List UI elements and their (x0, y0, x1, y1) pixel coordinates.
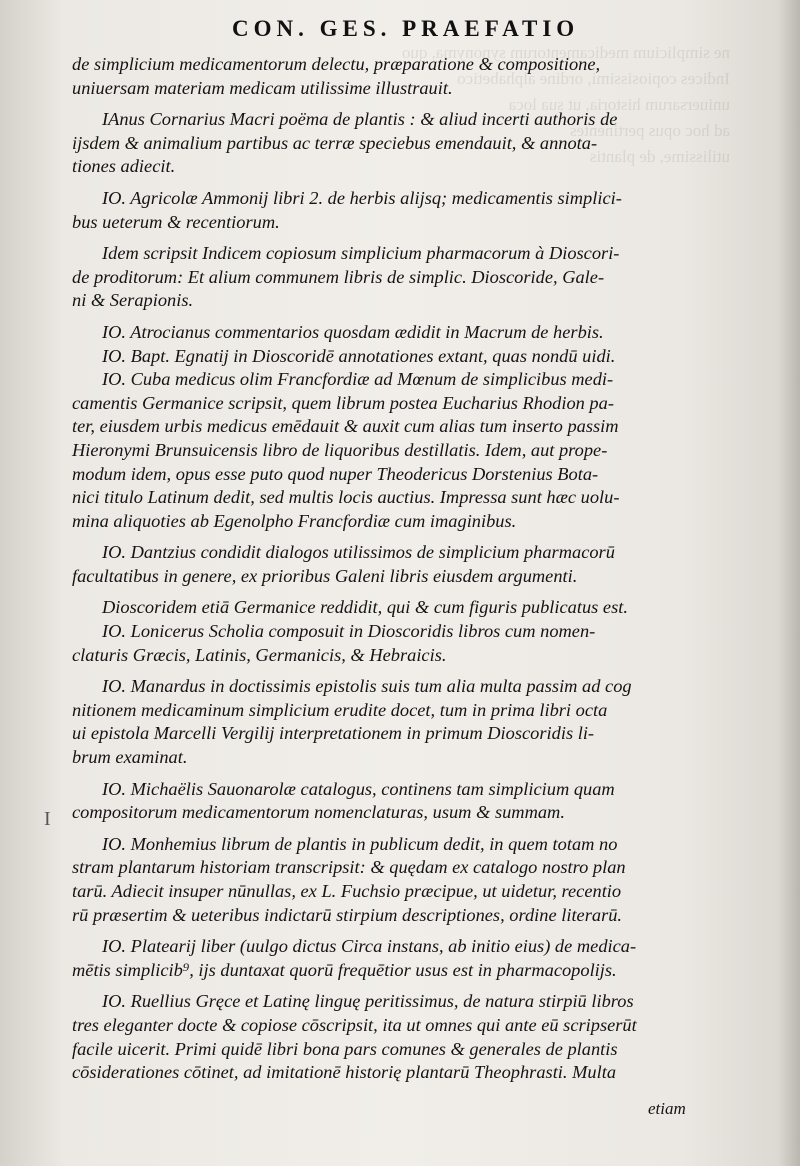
text-line: IAnus Cornarius Macri poëma de plantis : & aliud incerti authoris de (102, 109, 618, 130)
show-through-text: ne simplicium medicamentorum synonyma, quo Indices copiosissimi, ordine alphabetico uniuersarum historia, ut sua loca ad hoc opus pertinentes utilissime, de plantis (401, 43, 730, 166)
text-line: facile uicerit. Primi quidē libri bona pars comunes & generales de plantis (72, 1038, 618, 1059)
text-line: brum examinat. (72, 747, 188, 768)
text-line: de simplicium medicamentorum delectu, præparatione & compositione, (72, 54, 601, 74)
page-edge-shadow (778, 0, 800, 1166)
catchword: etiam (648, 1099, 686, 1118)
text-line: uniuersam materiam medicam utilissime illustrauit. (72, 77, 453, 98)
text-line: nitionem medicaminum simplicium erudite docet, tum in prima libri octa (72, 699, 608, 720)
text-line: modum idem, opus esse puto quod nuper Theodericus Dorstenius Bota- (72, 463, 599, 484)
text-line: Dioscoridem etiā Germanice reddidit, qui & cum figuris publicatus est. (102, 597, 628, 618)
text-line: IO. Agricolæ Ammonij libri 2. de herbis alijsq; medicamentis simplici- (102, 187, 622, 208)
text-line: rū præsertim & ueteribus indictarū stirpium descriptiones, ordine literarū. (72, 904, 623, 925)
body-text (72, 53, 740, 1085)
text-line: ni & Serapionis. (72, 290, 194, 311)
text-line: IO. Dantzius condidit dialogos utilissimos de simplicium pharmacorū (102, 542, 615, 563)
text-line: compositorum medicamentorum nomenclaturas, usum & summam. (72, 802, 565, 823)
text-line: tiones adiecit. (72, 156, 176, 177)
text-line: mētis simplicib⁹, ijs duntaxat quorū frequētior usus est in pharmacopolijs. (72, 959, 617, 980)
text-line: IO. Platearij liber (uulgo dictus Circa instans, ab initio eius) de medica- (102, 936, 637, 957)
text-line: tres eleganter docte & copiose cōscripsit, ita ut omnes qui ante eū scripserūt (72, 1014, 637, 1035)
text-line: Idem scripsit Indicem copiosum simplicium pharmacorum à Dioscori- (102, 243, 620, 264)
text-line: IO. Atrocianus commentarios quosdam ædidit in Macrum de herbis. (102, 321, 604, 342)
margin-mark: I (44, 808, 51, 830)
text-line: IO. Bapt. Egnatij in Dioscoridē annotationes extant, quas nondū uidi. (102, 345, 616, 366)
text-line: nici titulo Latinum dedit, sed multis locis auctius. Impressa sunt hæc uolu- (72, 487, 620, 508)
text-line: IO. Michaëlis Sauonarolæ catalogus, continens tam simplicium quam (102, 778, 615, 799)
text-line: IO. Lonicerus Scholia composuit in Dioscoridis libros cum nomen- (102, 621, 596, 642)
text-line: IO. Manardus in doctissimis epistolis suis tum alia multa passim ad cog (102, 676, 632, 697)
text-line: camentis Germanice scripsit, quem librum postea Eucharius Rhodion pa- (72, 392, 614, 413)
text-line: stram plantarum historiam transcripsit: & quędam ex catalogo nostro plan (72, 857, 626, 878)
text-line: Hieronymi Brunsuicensis libro de liquoribus destillatis. Idem, aut prope- (72, 439, 608, 460)
text-line: ui epistola Marcelli Vergilij interpretationem in primum Dioscoridis li- (72, 723, 595, 744)
text-line: bus ueterum & recentiorum. (72, 211, 280, 232)
text-line: cōsiderationes cōtinet, ad imitationē historię plantarū Theophrasti. Multa (72, 1062, 617, 1083)
running-header: CON. GES. PRAEFATIO (232, 16, 580, 41)
text-line: tarū. Adiecit insuper nūnullas, ex L. Fuchsio præcipue, ut uidetur, recentio (72, 881, 622, 901)
text-line: claturis Græcis, Latinis, Germanicis, & Hebraicis. (72, 644, 447, 665)
text-line: IO. Cuba medicus olim Francfordiæ ad Mœnum de simplicibus medi- (102, 369, 614, 390)
text-line: IO. Ruellius Gręce et Latinę linguę peritissimus, de natura stirpiū libros (102, 991, 634, 1012)
text-line: IO. Monhemius librum de plantis in publicum dedit, in quem totam no (102, 833, 618, 854)
text-line: ter, eiusdem urbis medicus emēdauit & auxit cum alias tum inserto passim (72, 416, 619, 437)
text-line: facultatibus in genere, ex prioribus Galeni libris eiusdem argumenti. (72, 565, 578, 586)
text-line: de proditorum: Et alium communem libris de simplic. Dioscoride, Gale- (72, 266, 605, 287)
text-line: ijsdem & animalium partibus ac terræ speciebus emendauit, & annota- (72, 132, 598, 153)
text-line: mina aliquoties ab Egenolpho Francfordiæ cum imaginibus. (72, 510, 517, 531)
